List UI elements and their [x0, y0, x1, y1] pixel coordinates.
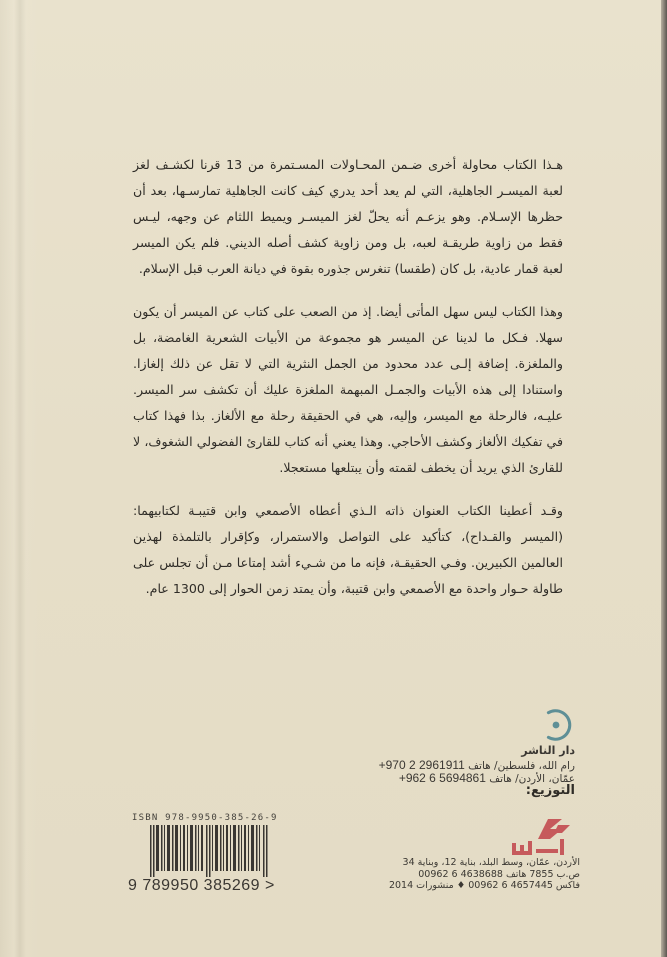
distributor-info	[388, 815, 580, 892]
distributor-address-line-3: فاكس 4657445 6 00962 ♦ منشورات 2014	[388, 880, 580, 891]
barcode-digits: 9 789950 385269 >	[128, 877, 275, 894]
publisher-info	[370, 700, 575, 785]
blurb-text	[133, 152, 563, 619]
distributor-logo-icon	[504, 815, 576, 857]
contact-phone: +970 2 2961911	[378, 758, 465, 772]
distributor-address-line-2: ص.ب 7855 هاتف 4638688 6 00962	[418, 868, 580, 880]
distributor-address-line-1: الأردن، عمّان، وسط البلد، بناية 12، وبناية 34	[402, 857, 580, 868]
blurb-paragraph-1: هـذا الكتاب محاولة أخرى ضـمن المحـاولات المسـتمرة من 13 قرنا لكشـف لغز لعبة الميسـر الجاهلية، التي لم يعد أحد يدري كيف كانت الجاهلية تمارسـها، بعد أن حظرها الإسـلام. وهو يزعـم أنه يحلّ لغز الميسـر ويميط اللثام عن وجهه، ليـس فقط من زاوية طريقـة لعبه، بل ومن زاوية كشف أصله الديني. فلم يكن الميسر لعبة قمار عادية، بل كان (طقسا) تنغرس جذوره بقوة في ديانة العرب قبل الإسلام.	[133, 157, 564, 276]
blurb-paragraph-3: وقـد أعطينا الكتاب العنوان ذاته الـذي أعطاه الأصمعي وابن قتيبـة لكتابيهما: (الميسر والقـداح)، كتأكيد على التواصل والاستمرار، وكإقرار بالتلمذة لهذين العالمين الكبيرين. وفـي الحقيقـة، فإنه ما من شـيء أشد إمتاعا مـن أن تجلس على طاولة حـوار واحدة مع الأصمعي وابن قتيبة، وأن يمتد زمن الحوار إلى 1300 عام.	[133, 503, 563, 596]
barcode-bars-icon	[150, 825, 270, 877]
publisher-logo-row	[370, 700, 575, 744]
cover-edge-shadow	[661, 0, 667, 957]
distribution-label: التوزيع:	[525, 783, 575, 798]
isbn-barcode	[128, 813, 308, 898]
isbn-label: ISBN 978-9950-385-26-9	[132, 813, 278, 823]
circle-dot-logo-icon	[537, 706, 575, 744]
contact-location: عمّان، الأردن/ هاتف	[489, 773, 575, 785]
contact-location: رام الله، فلسطين/ هاتف	[468, 760, 575, 772]
contact-phone: +962 6 5694861	[398, 771, 486, 785]
publisher-name: دار الناشر	[521, 744, 575, 757]
blurb-paragraph-2: وهذا الكتاب ليس سهل المأتى أيضا. إذ من الصعب على كتاب عن الميسر أن يكون سهلا. فـكل ما لدينا عن الميسر هو مجموعة من الأبيات الشعرية الغامضة، بل والملغزة. إضافة إلـى عدد محدود من الجمل النثرية التي لا تقل عن ذلك إلغازا. واستنادا إلى هذه الأبيات والجمـل المبهمة الملغزة عليك أن تكشف سر الميسر. عليـه، فالرحلة مع الميسر، وإليه، هي في الحقيقة رحلة مع الألغاز. بذا فهذا كتاب في تفكيك الألغاز وكشف الأحاجي. وهذا يعني أنه كتاب للقارئ الفضولي الشغوف، لا للقارئ الذي يريد أن يخطف لقمته وأن يبتلعها مستعجلا.	[133, 304, 563, 475]
